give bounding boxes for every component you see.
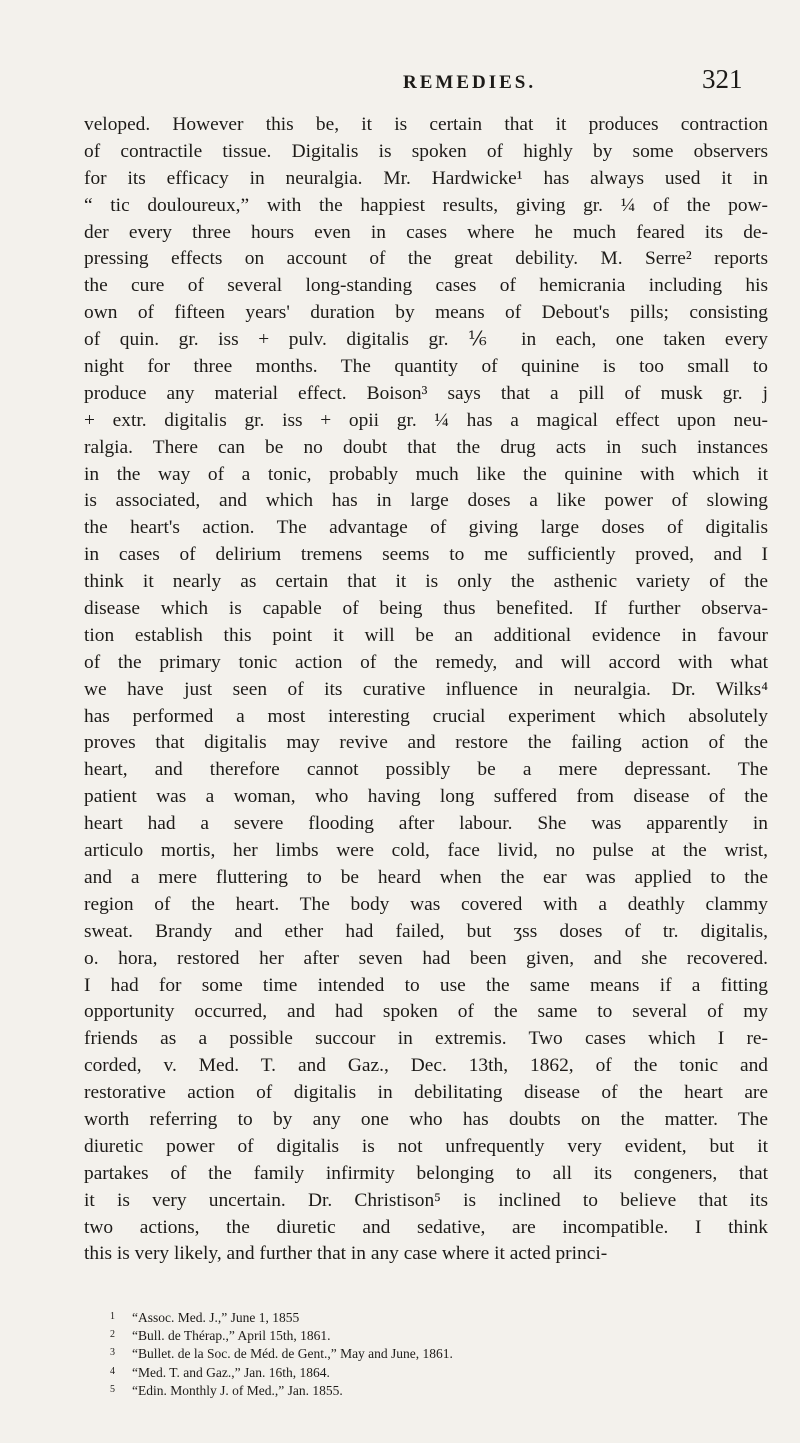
text-line: o. hora, restored her after seven had been given, and she recovered. <box>84 947 768 969</box>
page-number: 321 <box>702 64 743 94</box>
text-line: produce any material effect. Boison³ says that a pill of musk gr. j <box>84 382 768 404</box>
text-line: two actions, the diuretic and sedative, are incompatible. I think <box>84 1216 768 1238</box>
text-line: friends as a possible succour in extremis. Two cases which I re- <box>84 1028 768 1050</box>
text-line: articulo mortis, her limbs were cold, face livid, no pulse at the wrist, <box>84 840 768 862</box>
text-line: own of fifteen years' duration by means of Debout's pills; consisting <box>84 302 768 324</box>
text-line: sweat. Brandy and ether had failed, but ʒss doses of tr. digitalis, <box>84 920 768 942</box>
footnote-text: “Bullet. de la Soc. de Méd. de Gent.,” May and June, 1861. <box>132 1346 453 1362</box>
footnote-text: “Assoc. Med. J.,” June 1, 1855 <box>132 1310 300 1325</box>
text-line: has performed a most interesting crucial experiment which absolutely <box>84 705 768 727</box>
text-line: it is very uncertain. Dr. Christison⁵ is inclined to believe that its <box>84 1189 768 1211</box>
text-line: in the way of a tonic, probably much like the quinine with which it <box>84 463 768 485</box>
text-line: we have just seen of its curative influence in neuralgia. Dr. Wilks⁴ <box>84 678 768 700</box>
footnotes <box>110 1308 730 1399</box>
footnote <box>110 1308 730 1326</box>
text-line: “ tic douloureux,” with the happiest results, giving gr. ¼ of the pow- <box>84 194 768 216</box>
text-line: + extr. digitalis gr. iss + opii gr. ¼ has a magical effect upon neu- <box>84 409 768 431</box>
footnote-text: “Edin. Monthly J. of Med.,” Jan. 1855. <box>132 1382 343 1398</box>
footnote <box>110 1326 730 1344</box>
footnote <box>110 1363 730 1381</box>
footnote-text: “Med. T. and Gaz.,” Jan. 16th, 1864. <box>132 1364 330 1380</box>
text-line: of contractile tissue. Digitalis is spoken of highly by some observers <box>84 140 768 162</box>
text-line: in cases of delirium tremens seems to me sufficiently proved, and I <box>84 544 768 566</box>
text-line: tion establish this point it will be an additional evidence in favour <box>84 624 768 646</box>
footnote <box>110 1344 730 1362</box>
text-line: restorative action of digitalis in debilitating disease of the heart are <box>84 1082 768 1104</box>
text-line: heart, and therefore cannot possibly be a mere depressant. The <box>84 759 768 781</box>
text-line: think it nearly as certain that it is only the asthenic variety of the <box>84 571 768 593</box>
page-header <box>0 64 800 104</box>
text-line: pressing effects on account of the great debility. M. Serre² reports <box>84 248 768 270</box>
text-line: night for three months. The quantity of quinine is too small to <box>84 356 768 378</box>
text-line: diuretic power of digitalis is not unfrequently very evident, but it <box>84 1135 768 1157</box>
text-line: this is very likely, and further that in any case where it acted princi- <box>84 1243 608 1265</box>
text-line: der every three hours even in cases where he much feared its de- <box>84 221 768 243</box>
body-text <box>84 112 768 1268</box>
text-line: patient was a woman, who having long suffered from disease of the <box>84 786 768 808</box>
text-line: corded, v. Med. T. and Gaz., Dec. 13th, 1862, of the tonic and <box>84 1055 768 1077</box>
text-line: worth referring to by any one who has doubts on the matter. The <box>84 1108 768 1130</box>
footnote <box>110 1381 730 1399</box>
text-line: the cure of several long-standing cases of hemicrania including his <box>84 275 768 297</box>
footnote-number: 3 <box>110 1347 115 1359</box>
text-line: for its efficacy in neuralgia. Mr. Hardwicke¹ has always used it in <box>84 167 768 189</box>
footnote-number: 5 <box>110 1383 115 1395</box>
text-line: heart had a severe flooding after labour. She was apparently in <box>84 813 768 835</box>
text-line: veloped. However this be, it is certain that it produces contraction <box>84 114 768 135</box>
text-line: of the primary tonic action of the remedy, and will accord with what <box>84 651 768 673</box>
footnote-number: 4 <box>110 1365 115 1377</box>
footnote-text: “Bull. de Thérap.,” April 15th, 1861. <box>132 1328 331 1344</box>
footnote-number: 2 <box>110 1329 115 1341</box>
text-line: opportunity occurred, and had spoken of the same to several of my <box>84 1001 768 1023</box>
text-line: and a mere fluttering to be heard when the ear was applied to the <box>84 866 768 888</box>
footnote-number: 1 <box>110 1311 115 1322</box>
text-line: I had for some time intended to use the same means if a fitting <box>84 974 768 996</box>
running-head: REMEDIES. <box>403 72 537 93</box>
text-line: the heart's action. The advantage of giving large doses of digitalis <box>84 517 768 539</box>
text-line: of quin. gr. iss + pulv. digitalis gr. ⅙ in each, one taken every <box>84 329 768 351</box>
text-line: is associated, and which has in large doses a like power of slowing <box>84 490 768 512</box>
text-line: proves that digitalis may revive and restore the failing action of the <box>84 732 768 754</box>
text-line: partakes of the family infirmity belonging to all its congeners, that <box>84 1162 768 1184</box>
text-line: region of the heart. The body was covered with a deathly clammy <box>84 893 768 915</box>
text-line: disease which is capable of being thus benefited. If further observa- <box>84 598 768 620</box>
text-line: ralgia. There can be no doubt that the drug acts in such instances <box>84 436 768 458</box>
